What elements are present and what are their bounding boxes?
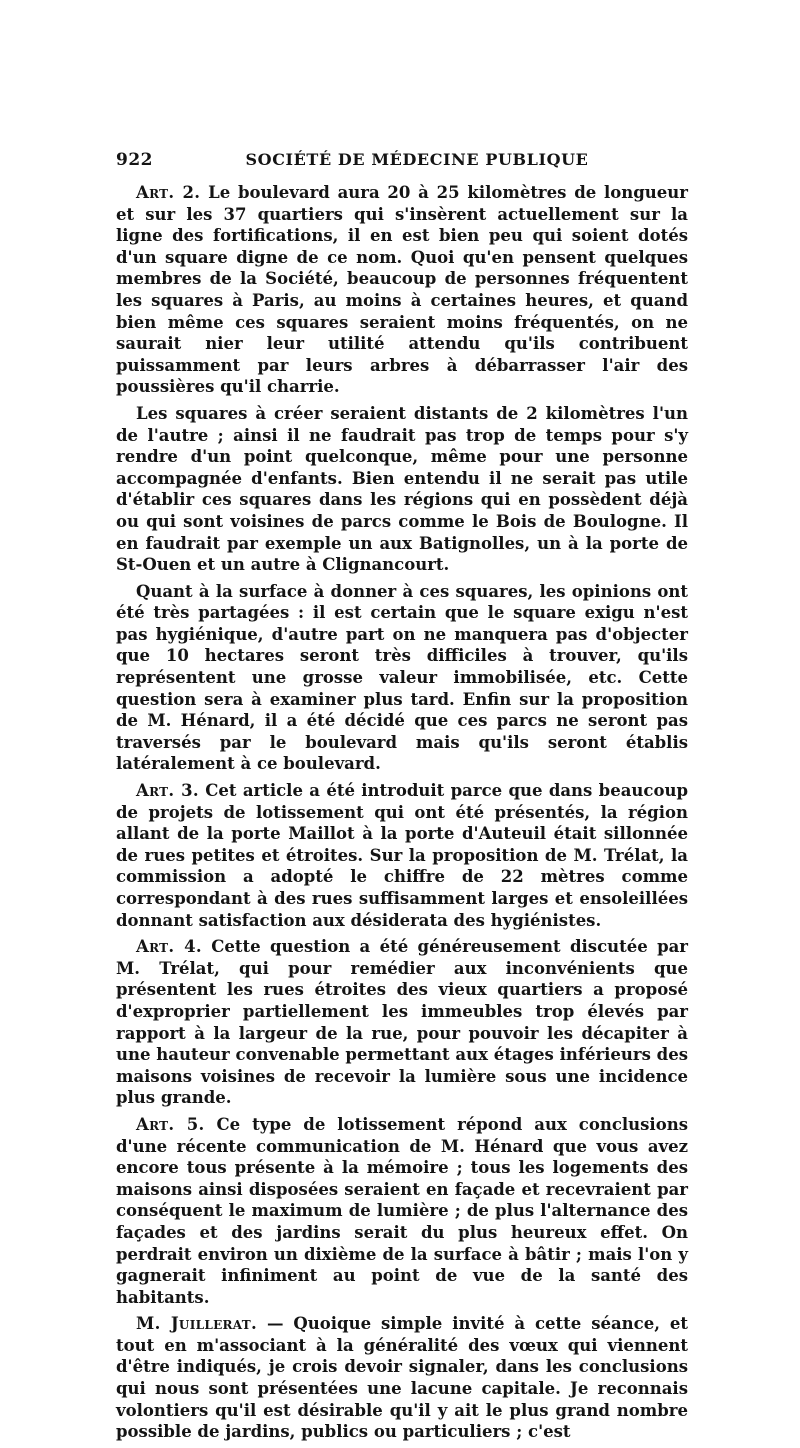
paragraph-text: Les squares à créer seraient distants de 2 kilomètres l'un de l'autre ; ainsi il ne faudrait pas trop de temps pour s'y rendre d'un point quelconque, même pour une personne accompagnée d'enfants. Bien entendu il ne serait pas utile d'établir ces squares dans les régions qui en possèdent déjà ou qui sont voisines de parcs comme le Bois de Boulogne. Il en faudrait par exemple un aux Batignolles, un à la porte de St-Ouen et un autre à Clignancourt. [116, 403, 688, 575]
paragraph-lead: Art. 3. [136, 781, 199, 801]
paragraph-squares-surface [116, 581, 688, 775]
paragraph-lead: Art. 2. [136, 183, 201, 202]
body-text [116, 182, 688, 1448]
paragraph-text: Cet article a été introduit parce que dans beaucoup de projets de lotissement qui ont été présentés, la région allant de la porte Maillot à la porte d'Auteuil était sillonnée de rues petites et étroites. Sur la proposition de M. Trélat, la commission a adopté le chiffre de 22 mètres comme correspondant à des rues suffisamment larges et ensoleillées donnant satisfaction aux désiderata des hygiénistes. [116, 781, 688, 930]
paragraph-art-4 [116, 936, 688, 1109]
paragraph-art-3 [116, 780, 688, 931]
paragraph-text: Le boulevard aura 20 à 25 kilomètres de longueur et sur les 37 quartiers qui s'insèrent actuellement sur la ligne des fortifications, il en est bien peu qui soient dotés d'un square digne de ce nom. Quoi qu'en pensent quelques membres de la Société, beaucoup de personnes fréquentent les squares à Paris, au moins à certaines heures, et quand bien même ces squares seraient moins fréquentés, on ne saurait nier leur utilité attendu qu'ils contribuent puissamment par leurs arbres à débarrasser l'air des poussières qu'il charrie. [116, 183, 688, 397]
paragraph-lead: M. Juillerat. [136, 1314, 258, 1334]
paragraph-squares-distance [116, 403, 688, 576]
paragraph-lead: Art. 4. [136, 937, 202, 957]
paragraph-art-5 [116, 1114, 688, 1308]
page-number: 922 [116, 150, 153, 170]
paragraph-text: — Quoique simple invité à cette séance, et tout en m'associant à la généralité des vœux qui viennent d'être indiqués, je crois devoir signaler, dans les conclusions qui nous sont présentées une lacune capitale. Je reconnais volontiers qu'il est désirable qu'il y ait le plus grand nombre possible de jardins, publics ou particuliers ; c'est [116, 1314, 688, 1442]
paragraph-lead: Art. 5. [136, 1114, 205, 1134]
paragraph-juillerat [116, 1313, 688, 1443]
paragraph-text: Cette question a été généreusement discutée par M. Trélat, qui pour remédier aux inconvénients que présentent les rues étroites des vieux quartiers a proposé d'exproprier partiellement les immeubles trop élevés par rapport à la largeur de la rue, pour pouvoir les décapiter à une hauteur convenable permettant aux étages inférieurs des maisons voisines de recevoir la lumière sous une incidence plus grande. [116, 937, 689, 1108]
paragraph-text: Ce type de lotissement répond aux conclusions d'une récente communication de M. Hénard que vous avez encore tous présente à la mémoire ; tous les logements des maisons ainsi disposées seraient en façade et recevraient par conséquent le maximum de lumière ; de plus l'alternance des façades et des jardins serait du plus heureux effet. On perdrait environ un dixième de la surface à bâtir ; mais l'on y gagnerait infiniment au point de vue de la santé des habitants. [116, 1114, 688, 1307]
running-title: SOCIÉTÉ DE MÉDECINE PUBLIQUE [245, 150, 589, 169]
paragraph-text: Quant à la surface à donner à ces squares, les opinions ont été très partagées : il est certain que le square exigu n'est pas hygiénique, d'autre part on ne manquera pas d'objecter que 10 hectares seront très difficiles à trouver, qu'ils représentent une grosse valeur immobilisée, etc. Cette question sera à examiner plus tard. Enfin sur la proposition de M. Hénard, il a été décidé que ces parcs ne seront pas traversés par le boulevard mais qu'ils seront établis latéralement à ce boulevard. [116, 581, 688, 774]
paragraph-art-2 [116, 182, 688, 398]
page-header [116, 150, 688, 174]
